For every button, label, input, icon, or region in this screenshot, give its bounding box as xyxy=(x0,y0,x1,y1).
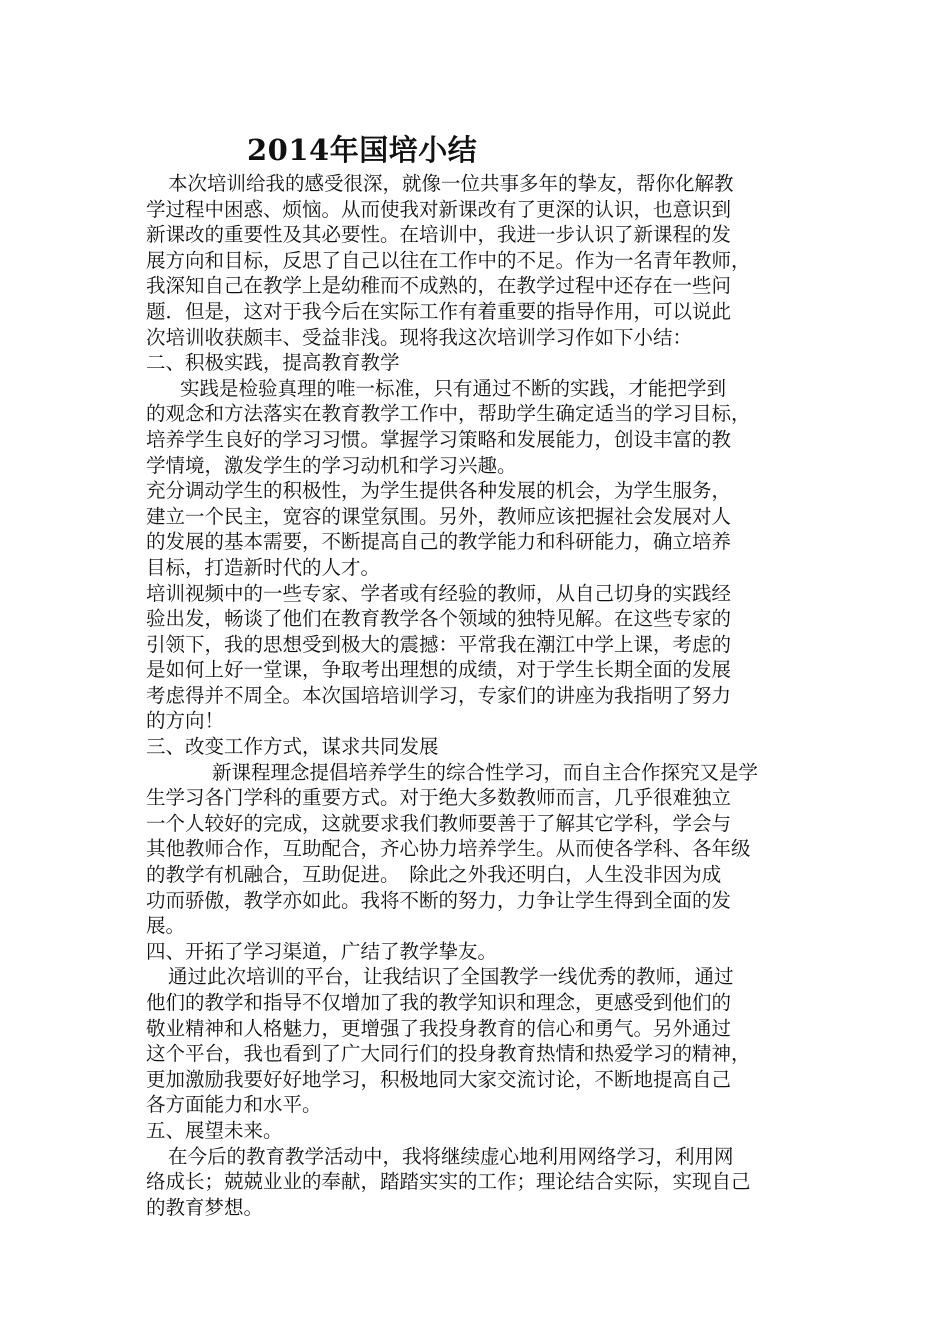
text-line: 题．但是，这对于我今后在实际工作有着重要的指导作用，可以说此 xyxy=(146,299,732,323)
text-line: 目标，打造新时代的人才。 xyxy=(146,555,381,579)
text-line: 的教学有机融合，互助促进。 除此之外我还明白，人生没非因为成 xyxy=(146,863,722,887)
document-body xyxy=(146,171,826,1220)
text-line: 建立一个民主，宽容的课堂氛围。另外，教师应该把握社会发展对人 xyxy=(146,504,732,528)
text-line: 新课改的重要性及其必要性。在培训中，我进一步认识了新课程的发 xyxy=(146,223,732,247)
text-line: 的教育梦想。 xyxy=(146,1195,264,1219)
section-heading: 五、展望未来。 xyxy=(146,1118,283,1142)
text-line: 络成长；兢兢业业的奉献，踏踏实实的工作；理论结合实际，实现自己 xyxy=(146,1170,751,1194)
text-line: 通过此次培训的平台，让我结识了全国教学一线优秀的教师，通过 xyxy=(168,965,734,989)
text-line: 的发展的基本需要，不断提高自己的教学能力和科研能力，确立培养 xyxy=(146,530,732,554)
text-line: 其他教师合作，互助配合，齐心协力培养学生。从而使各学科、各年级 xyxy=(146,837,751,861)
text-line: 在今后的教育教学活动中，我将继续虚心地利用网络学习，利用网 xyxy=(168,1144,734,1168)
text-line: 的观念和方法落实在教育教学工作中，帮助学生确定适当的学习目标， xyxy=(146,402,751,426)
text-line: 功而骄傲，教学亦如此。我将不断的努力，力争让学生得到全面的发 xyxy=(146,888,732,912)
text-line: 次培训收获颇丰、受益非浅。现将我这次培训学习作如下小结： xyxy=(146,325,693,349)
text-line: 他们的教学和指导不仅增加了我的教学知识和理念，更感受到他们的 xyxy=(146,991,732,1014)
text-line: 是如何上好一堂课，争取考出理想的成绩，对于学生长期全面的发展 xyxy=(146,658,732,682)
text-line: 实践是检验真理的唯一标准，只有通过不断的实践，才能把学到 xyxy=(180,376,727,400)
text-line: 一个人较好的完成，这就要求我们教师要善于了解其它学科，学会与 xyxy=(146,811,732,835)
text-line: 各方面能力和水平。 xyxy=(146,1093,322,1117)
text-line: 这个平台，我也看到了广大同行们的投身教育热情和热爱学习的精神， xyxy=(146,1042,751,1066)
text-line: 学过程中困惑、烦恼。从而使我对新课改有了更深的认识，也意识到 xyxy=(146,197,732,221)
text-line: 的方向！ xyxy=(146,709,225,733)
text-line: 培训视频中的一些专家、学者或有经验的教师，从自己切身的实践经 xyxy=(146,581,732,605)
section-heading: 三、改变工作方式，谋求共同发展 xyxy=(146,735,439,759)
text-line: 充分调动学生的积极性，为学生提供各种发展的机会，为学生服务， xyxy=(146,479,732,503)
text-line: 我深知自己在教学上是幼稚而不成熟的，在教学过程中还存在一些问 xyxy=(146,274,732,298)
text-line: 敬业精神和人格魅力，更增强了我投身教育的信心和勇气。另外通过 xyxy=(146,1016,732,1040)
text-line: 展。 xyxy=(146,914,186,938)
section-heading: 四、开拓了学习渠道，广结了教学挚友。 xyxy=(146,939,498,963)
text-line: 培养学生良好的学习习惯。掌握学习策略和发展能力，创设丰富的教 xyxy=(146,427,732,451)
section-heading: 二、积极实践，提高教育教学 xyxy=(146,351,400,375)
text-line: 生学习各门学科的重要方式。对于绝大多数教师而言，几乎很难独立 xyxy=(146,786,732,810)
text-line: 更加激励我要好好地学习，积极地同大家交流讨论，不断地提高自己 xyxy=(146,1067,732,1091)
document-title: 2014年国培小结 xyxy=(247,133,478,167)
text-line: 验出发，畅谈了他们在教育教学各个领域的独特见解。在这些专家的 xyxy=(146,607,732,631)
text-line: 学情境，激发学生的学习动机和学习兴趣。 xyxy=(146,453,517,477)
text-line: 引领下，我的思想受到极大的震撼：平常我在潮江中学上课，考虑的 xyxy=(146,632,732,656)
text-line: 新课程理念提倡培养学生的综合性学习，而自主合作探究又是学 xyxy=(212,760,759,784)
text-line: 本次培训给我的感受很深，就像一位共事多年的挚友，帮你化解教 xyxy=(168,172,734,195)
text-line: 展方向和目标，反思了自己以往在工作中的不足。作为一名青年教师， xyxy=(146,248,751,272)
text-line: 考虑得并不周全。本次国培培训学习，专家们的讲座为我指明了努力 xyxy=(146,683,732,707)
